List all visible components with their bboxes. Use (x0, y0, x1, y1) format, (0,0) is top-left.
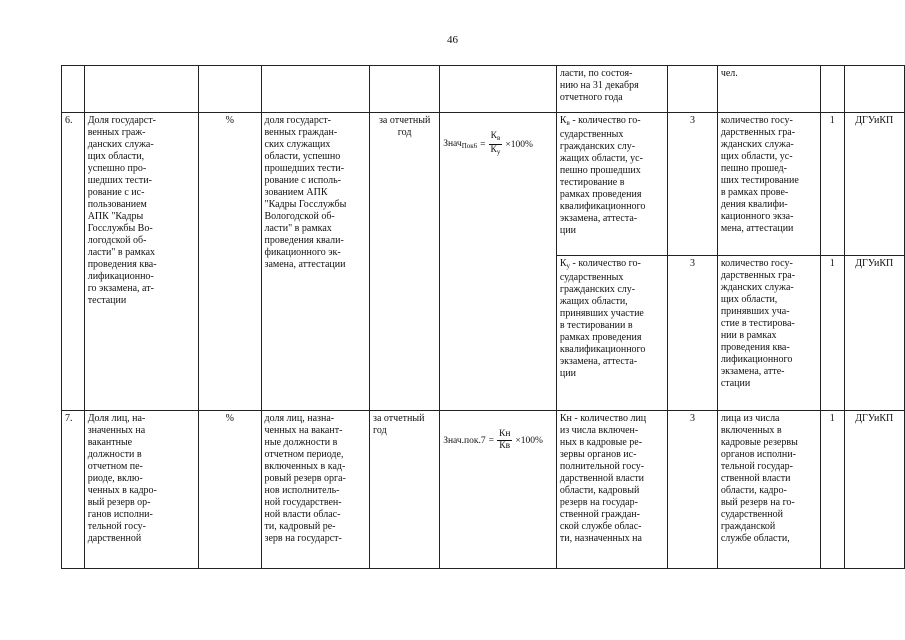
variable-description (556, 256, 667, 411)
variable-text: - количество го- сударственных гражданских слу- жащих области, ус- пешно прошедших тестирование в рамках проведения квалификационного экзамена, аттеста- ции (559, 115, 646, 236)
variable-description (556, 113, 667, 256)
method-code: 3 (668, 113, 718, 256)
indicator-number: 6. (62, 113, 85, 411)
indicator-definition: доля лиц, назна- ченных на вакант- ные должности в отчетном периоде, включенных в кад- ровый резерв орга- нов исполнитель- ной государствен- ной власти облас- ти, кадровый ре- зерв на государст- (261, 411, 370, 569)
data-source: лица из числа включенных в кадровые резервы органов исполни- тельной государ- ственной власти области, кадро- вый резерв на го- сударственной гражданской службе области, (717, 411, 820, 569)
formula-left: Знач (443, 138, 462, 149)
formula-numerator-sub: в (496, 134, 501, 142)
indicator-period: за отчетный год (370, 113, 440, 411)
data-source: количество госу- дарственных гра- жданских служа- щих области, принявших уча- стие в тестирова- нии в рамках проведения ква- лификационного экзамена, атте- стации (717, 256, 820, 411)
variable-symbol: К (559, 258, 567, 269)
formula-fraction (489, 131, 503, 158)
formula-numerator: К (490, 131, 497, 141)
frequency-code: 1 (820, 113, 844, 256)
formula-7: Знач.пок.7 = $\frac{Кн}{Кв}$ ×100% (443, 429, 543, 451)
table-row-indicator-6a (62, 113, 905, 256)
variable-text: - количество го- сударственных гражданских слу- жащих области, принявших участие в тестировании в рамках проведения квалификационного экзамена, аттеста- ции (559, 258, 646, 379)
formula-left: Знач.пок.7 (443, 435, 486, 446)
responsible-body: ДГУиКП (844, 411, 905, 569)
formula-left-sub: Пок6 (461, 141, 478, 150)
indicator-unit: % (199, 113, 261, 411)
cell-num (62, 66, 85, 113)
cell-formula (440, 66, 557, 113)
formula-denominator: К (490, 145, 497, 155)
cell-frequency (820, 66, 844, 113)
formula-fraction (497, 429, 512, 452)
formula-6: Знач$_{Пок6}$ = $\frac{К_в}{К_у}$ ×100% (443, 131, 533, 156)
cell-name (84, 66, 199, 113)
variable-symbol-sub: у (566, 262, 571, 270)
data-source: количество госу- дарственных гра- жданских служа- щих области, ус- пешно прошед- ших тестирование в рамках прове- дения квалифи- кационного экза- мена, аттестации (717, 113, 820, 256)
indicator-table (61, 65, 905, 569)
cell-period (370, 66, 440, 113)
formula-tail: ×100% (515, 435, 543, 446)
variable-description: Кн - количество лиц из числа включен- ных в кадровые ре- зервы органов ис- полнительной госу- дарственной власти области, кадровый резерв на государ- ственной граждан- ской службе облас- ти, назначенных на (556, 411, 667, 569)
formula-denominator-sub: у (496, 148, 501, 156)
table-row-continuation (62, 66, 905, 113)
formula-tail: ×100% (505, 139, 533, 150)
responsible-body: ДГУиКП (844, 113, 905, 256)
variable-symbol: К (559, 115, 567, 126)
indicator-formula (440, 113, 557, 411)
indicator-name: Доля государст- венных граж- данских служа- щих области, успешно про- шедших тести- рование с ис- пользованием АПК "Кадры Госслужбы Во- логодской об- ласти" в рамках проведения ква- лификационно- го экзамена, ат- тестации (84, 113, 199, 411)
table-row-indicator-7 (62, 411, 905, 569)
indicator-name: Доля лиц, на- значенных на вакантные должности в отчетном пе- риоде, вклю- ченных в кадро- вый резерв ор- ганов исполни- тельной госу- дарственной (84, 411, 199, 569)
method-code: 3 (668, 256, 718, 411)
responsible-body: ДГУиКП (844, 256, 905, 411)
indicator-unit: % (199, 411, 261, 569)
indicator-number: 7. (62, 411, 85, 569)
formula-numerator: Кн (499, 429, 511, 439)
cell-definition (261, 66, 370, 113)
cell-responsible (844, 66, 905, 113)
frequency-code: 1 (820, 256, 844, 411)
variable-symbol-sub: в (566, 119, 570, 127)
page-number: 46 (447, 34, 458, 46)
cell-source: чел. (717, 66, 820, 113)
frequency-code: 1 (820, 411, 844, 569)
cell-method (668, 66, 718, 113)
method-code: 3 (668, 411, 718, 569)
indicator-period: за отчетный год (370, 411, 440, 569)
cell-unit (199, 66, 261, 113)
cell-variable-description: ласти, по состоя- нию на 31 декабря отчетного года (556, 66, 667, 113)
formula-denominator: Кв (499, 441, 511, 451)
indicator-definition: доля государст- венных граждан- ских служащих области, успешно прошедших тести- рование с исполь- зованием АПК "Кадры Госслужбы Вологодской об- ласти" в рамках проведения квали- фикационного эк- замена, аттестации (261, 113, 370, 411)
indicator-formula (440, 411, 557, 569)
